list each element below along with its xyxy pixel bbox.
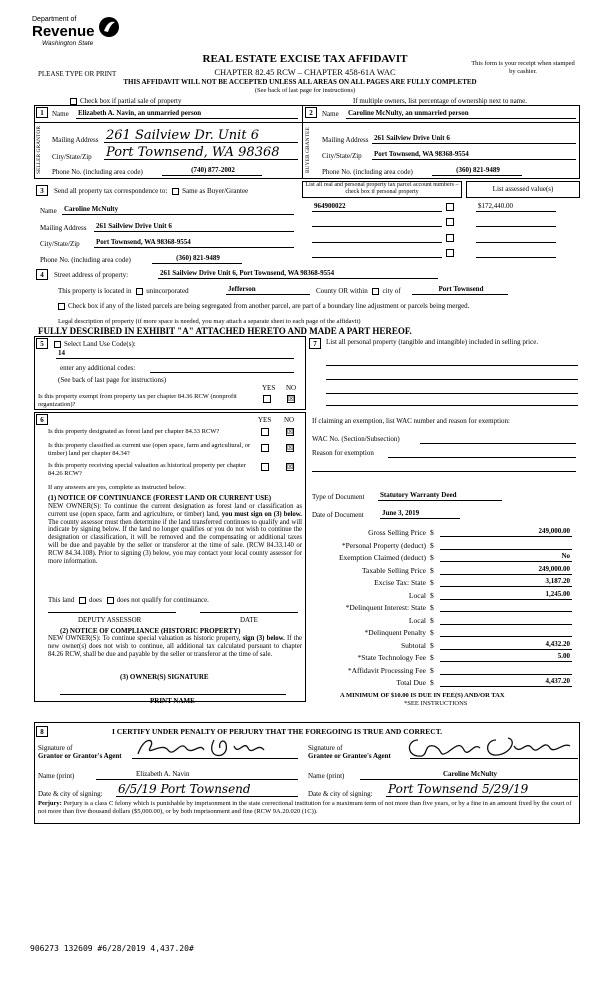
section-1-number: 1 <box>36 107 48 118</box>
notice-compliance-text-b: If the new owner(s) does not wish to continue, all additional tax calculated pursuant to chapter 84.26 RCW, shall be due and payable by the seller or transferor at the time of sale. <box>48 635 303 658</box>
exempt-question: Is this property exempt from property tax per chapter 84.36 RCW (nonprofit organization)? <box>38 393 237 408</box>
calc-row-value[interactable] <box>440 665 572 675</box>
calc-row <box>306 676 578 689</box>
forest-land-question: Is this property designated as forest land per chapter 84.33 RCW? <box>48 428 220 435</box>
segregated-checkbox[interactable] <box>58 303 65 310</box>
historic-no-checkbox[interactable]: ☒ <box>287 463 294 471</box>
segregated-label: Check box if any of the listed parcels are being segregated from another parcel, are part of a boundary line adjustment or parcels being merged. <box>68 302 470 310</box>
parcel-header: List all real and personal property tax parcel account numbers – check box if personal property <box>305 182 459 195</box>
calc-row <box>306 601 578 614</box>
buyer-side-label: BUYER GRANTEE <box>305 127 311 173</box>
dept-of-text: Department of <box>32 16 77 23</box>
section-1-2-row-divider <box>34 122 580 123</box>
county-field[interactable]: Jefferson <box>226 285 310 295</box>
unincorporated-label: unincorporated <box>146 287 189 295</box>
calc-row-value[interactable]: No <box>440 552 572 562</box>
calc-row-currency: $ <box>430 528 434 537</box>
wac-line[interactable] <box>420 443 576 444</box>
assessor-date-label: DATE <box>240 616 258 624</box>
wac-label: WAC No. (Section/Subsection) <box>312 435 400 443</box>
see-back-text: (See back of last page for instructions) <box>254 87 356 94</box>
calc-row <box>306 651 578 664</box>
notice-continuance-body <box>48 503 302 565</box>
calc-row-value[interactable]: 3,187.20 <box>440 577 572 587</box>
dor-logo <box>32 14 124 54</box>
grantor-date-field[interactable]: 6/5/19 Port Townsend <box>116 782 298 797</box>
calc-row-currency: $ <box>430 653 434 662</box>
parcel-2-personal-checkbox[interactable] <box>446 218 454 226</box>
notice-compliance-title: (2) NOTICE OF COMPLIANCE (HISTORIC PROPERTY) <box>60 627 241 635</box>
grantor-date-label: Date & city of signing: <box>38 790 103 798</box>
legal-label: Legal description of property (if more space is needed, you may attach a separate sheet to each page of the affidavit) <box>58 318 361 325</box>
calc-row <box>306 664 578 677</box>
calc-row-label: *Personal Property (deduct) <box>341 540 426 550</box>
form-title: REAL ESTATE EXCISE TAX AFFIDAVIT <box>202 53 408 65</box>
calc-row-label: *State Technology Fee <box>357 653 426 662</box>
land-use-label-row <box>54 340 136 348</box>
owner-signature-line[interactable] <box>60 694 286 695</box>
exempt-yes-checkbox[interactable] <box>263 395 271 403</box>
calc-row-currency: $ <box>430 678 434 687</box>
perjury-text: Perjury is a class C felony which is punishable by imprisonment in the state correctional institution for a maximum term of not more than five years, or by a fine in an amount fixed by the court of not more than five thousand dollars ($5,000.00), or by both imprisonment and fine (RCW 9A.20.020 (1C)). <box>38 800 572 815</box>
personal-property-label: List all personal property (tangible and intangible) included in selling price. <box>326 338 539 346</box>
notice-continuance-title: (1) NOTICE OF CONTINUANCE (FOREST LAND OR CURRENT USE) <box>48 494 272 502</box>
current-use-yes-checkbox[interactable] <box>261 444 269 452</box>
historic-question: Is this property receiving special valuation as historical property per chapter 84.26 RCW? <box>48 462 246 477</box>
parcel-3-line <box>312 242 442 243</box>
personal-property-line-4 <box>326 405 578 406</box>
unincorporated-checkbox[interactable] <box>136 288 143 295</box>
certify-statement: I CERTIFY UNDER PENALTY OF PERJURY THAT THE FOREGOING IS TRUE AND CORRECT. <box>112 727 443 736</box>
corr-mailing-label: Mailing Address <box>40 224 87 232</box>
calc-row-currency: $ <box>430 603 434 612</box>
grantee-sig-label-a: Signature of <box>308 744 343 752</box>
seller-city-field[interactable]: Port Townsend, WA 98368 <box>104 145 298 160</box>
calc-row-currency: $ <box>430 540 434 550</box>
reason-line-1[interactable] <box>388 457 576 458</box>
section5-no-header: NO <box>286 384 297 392</box>
calc-row-value[interactable]: 5.00 <box>440 652 572 662</box>
calc-row <box>306 539 578 552</box>
reason-label: Reason for exemption <box>312 449 374 457</box>
does-not-qualify-checkbox[interactable] <box>107 597 114 604</box>
calc-row <box>306 551 578 564</box>
form-subtitle: CHAPTER 82.45 RCW – CHAPTER 458-61A WAC <box>214 67 396 77</box>
dor-logo-icon <box>98 16 120 38</box>
doc-type-field[interactable]: Statutory Warranty Deed <box>378 491 502 501</box>
notice-continuance-text-a: NEW OWNER(S): To continue the current designation as forest land or classification as current use (open space, farm and agriculture, or timber) land, <box>48 503 302 518</box>
partial-sale-checkbox[interactable] <box>70 98 77 105</box>
corr-city-label: City/State/Zip <box>40 240 80 248</box>
section-5-number: 5 <box>36 338 48 349</box>
grantee-sig-label-b: Grantee or Grantee's Agent <box>308 752 391 760</box>
revenue-text: Revenue <box>32 23 95 40</box>
corr-name-label: Name <box>40 207 57 215</box>
land-use-label: Select Land Use Code(s): <box>64 340 136 348</box>
located-label: This property is located in <box>58 287 132 295</box>
personal-property-line-2 <box>326 379 578 380</box>
does-not-label: does not qualify for continuance. <box>116 596 209 604</box>
calc-row-currency: $ <box>430 615 434 625</box>
calc-row-label: Exemption Claimed (deduct) <box>338 553 426 562</box>
buyer-name-label: Name <box>322 110 339 118</box>
same-as-buyer-checkbox[interactable] <box>172 188 179 195</box>
grantee-name-label: Name (print) <box>308 772 345 780</box>
correspondence-label <box>54 187 248 195</box>
same-as-buyer-label: Same as Buyer/Grantee <box>182 187 249 195</box>
see-instructions-note: *SEE INSTRUCTIONS <box>404 700 468 707</box>
section-7-number: 7 <box>309 338 321 349</box>
if-yes-instructions: If any answers are yes, complete as instructed below. <box>48 484 186 491</box>
personal-property-line-1 <box>326 365 578 366</box>
section6-yes-header: YES <box>258 416 272 424</box>
calc-row-label: *Delinquent Interest: State <box>345 603 426 612</box>
notice-compliance-text-a: NEW OWNER(S): To continue special valuation as historic property, <box>48 635 241 642</box>
seller-phone-label: Phone No. (including area code) <box>52 168 143 176</box>
seller-side-label: SELLER GRANTOR <box>36 125 42 175</box>
notice-compliance-body <box>48 635 302 658</box>
doc-date-field[interactable]: June 3, 2019 <box>380 509 460 519</box>
calc-row-value[interactable] <box>440 615 572 625</box>
minimum-due-note: A MINIMUM OF $10.00 IS DUE IN FEE(S) AND/OR TAX <box>340 692 505 699</box>
this-land-label: This land <box>48 596 75 604</box>
corr-phone-field[interactable]: (360) 821-9489 <box>152 254 242 264</box>
calc-row-label: Gross Selling Price <box>368 528 426 537</box>
historic-yes-checkbox[interactable] <box>261 463 269 471</box>
warning-text: THIS AFFIDAVIT WILL NOT BE ACCEPTED UNLESS ALL AREAS ON ALL PAGES ARE FULLY COMPLETED <box>123 78 477 86</box>
calc-row-label: Taxable Selling Price <box>361 565 426 575</box>
grantor-sig-label-a: Signature of <box>38 744 73 752</box>
personal-property-line-3 <box>326 393 578 394</box>
cashier-stamp: 906273 132609 #6/28/2019 4,437.20# <box>30 944 194 953</box>
section5-yes-header: YES <box>262 384 276 392</box>
parcel-1-personal-checkbox[interactable] <box>446 203 454 211</box>
calc-row-label: *Delinquent Penalty <box>364 628 426 637</box>
corr-city-field[interactable]: Port Townsend, WA 98368-9554 <box>94 238 294 248</box>
seller-mailing-label: Mailing Address <box>52 136 99 144</box>
notice-continuance-text-b: The county assessor must then determine if the land transferred continues to qualify and will indicate by signing below. If the land no longer qualifies or you do not wish to continue the designation or classification, it will be removed and the compensating or additional taxes will be due and payable by the seller or transferor at the time of sale. (RCW 84.33.140 or RCW 84.34.108). Prior to signing (3) below, you may contact your local county assessor for more information. <box>48 518 302 565</box>
city-of-label: city of <box>382 287 401 295</box>
assessed-value-field[interactable]: $172,440.00 <box>476 202 556 212</box>
calc-row-value[interactable] <box>440 602 572 612</box>
corr-phone-label: Phone No. (including area code) <box>40 256 131 264</box>
does-qualify-checkbox[interactable] <box>79 597 86 604</box>
land-use-field[interactable]: 14 <box>56 349 294 359</box>
seller-phone-field[interactable]: (740) 877-2002 <box>162 166 262 176</box>
section5-see-back: (See back of last page for instructions) <box>58 376 167 384</box>
grantor-signature <box>134 734 284 760</box>
calc-row-currency: $ <box>430 628 434 637</box>
calc-row-currency: $ <box>430 578 434 587</box>
calc-row-label: Excise Tax: State <box>374 578 426 587</box>
corr-name-field[interactable]: Caroline McNulty <box>62 205 294 215</box>
buyer-mailing-label: Mailing Address <box>322 136 369 144</box>
receipt-note: This form is your receipt when stamped by cashier. <box>471 60 575 75</box>
does-label: does <box>89 596 102 604</box>
washington-state-text: Washington State <box>42 40 94 47</box>
seller-name-label: Name <box>52 110 69 118</box>
partial-sale-row <box>70 97 181 105</box>
calc-row-currency: $ <box>430 565 434 575</box>
value-3-line <box>476 242 556 243</box>
calc-row-currency: $ <box>430 553 434 562</box>
buyer-mailing-field[interactable]: 261 Sailview Drive Unit 6 <box>372 134 576 144</box>
corr-mailing-field[interactable]: 261 Sailview Drive Unit 6 <box>94 222 294 232</box>
please-type: PLEASE TYPE OR PRINT <box>38 70 117 78</box>
partial-sale-label: Check box if partial sale of property <box>80 97 182 105</box>
print-name-label: PRINT NAME <box>150 697 195 705</box>
calc-row-value[interactable]: 249,000.00 <box>440 565 572 575</box>
buyer-city-label: City/State/Zip <box>322 152 362 160</box>
calc-row-label: Subtotal <box>400 640 426 650</box>
reason-line-2[interactable] <box>312 471 576 472</box>
deputy-assessor-line <box>48 612 176 613</box>
value-2-line <box>476 226 556 227</box>
grantee-name-field[interactable]: Caroline McNulty <box>360 770 578 780</box>
grantee-date-label: Date & city of signing: <box>308 790 373 798</box>
buyer-phone-field[interactable]: (360) 821-9489 <box>432 166 522 176</box>
calc-row-value[interactable]: 4,437.20 <box>440 677 572 687</box>
seller-mailing-field[interactable]: 261 Sailview Dr. Unit 6 <box>104 128 298 143</box>
section-3-number: 3 <box>36 185 48 196</box>
doc-type-label: Type of Document <box>312 493 365 501</box>
calc-row <box>306 639 578 652</box>
buyer-name-field[interactable]: Caroline McNulty, an unmarried person <box>346 109 576 119</box>
section-6-number: 6 <box>36 414 48 425</box>
forest-yes-checkbox[interactable] <box>261 428 269 436</box>
notice-continuance-emphasis: you must sign on (3) below. <box>221 510 303 518</box>
current-use-question: Is this property classified as current use (open space, farm and agricultural, or timber) land per chapter 84.34? <box>48 442 251 457</box>
calc-row-currency: $ <box>430 665 434 675</box>
correspondence-text: Send all property tax correspondence to: <box>54 187 168 195</box>
calc-row <box>306 526 578 539</box>
calc-row-currency: $ <box>430 590 434 600</box>
calc-row <box>306 564 578 577</box>
segregated-row <box>58 302 469 310</box>
perjury-label: Perjury: <box>38 800 62 807</box>
calc-row-value[interactable]: 249,000.00 <box>440 527 572 537</box>
parcel-4-personal-checkbox[interactable] <box>446 249 454 257</box>
calc-row-label: Total Due <box>396 678 426 687</box>
grantee-sig-label <box>308 744 391 760</box>
parcel-number-field[interactable]: 964900022 <box>312 202 442 212</box>
deputy-assessor-label: DEPUTY ASSESSOR <box>78 616 142 624</box>
section-4-number: 4 <box>36 269 48 280</box>
section6-no-header: NO <box>284 416 295 424</box>
calc-row-value[interactable]: 1,245.00 <box>440 590 572 600</box>
seller-name-field[interactable]: Elizabeth A. Navin, an unmarried person <box>76 109 298 119</box>
multiple-owners-note: If multiple owners, list percentage of ownership next to name. <box>353 97 527 105</box>
buyer-city-field[interactable]: Port Townsend, WA 98368-9554 <box>372 150 576 160</box>
value-header: List assessed value(s) <box>492 185 554 193</box>
owner-signature-label: (3) OWNER(S) SIGNATURE <box>120 673 209 681</box>
calc-row-label: *Affidavit Processing Fee <box>347 665 426 675</box>
grantee-date-field[interactable]: Port Townsend 5/29/19 <box>386 782 578 797</box>
exempt-no-checkbox[interactable]: ☒ <box>288 395 295 403</box>
parcel-4-line <box>312 257 442 258</box>
doc-date-label: Date of Document <box>312 511 364 519</box>
qualify-row <box>48 596 209 604</box>
calc-row-value[interactable]: 4,432.20 <box>440 640 572 650</box>
calc-row <box>306 614 578 627</box>
calc-row-value[interactable] <box>440 540 572 550</box>
grantor-sig-label-b: Grantor or Grantor's Agent <box>38 752 122 760</box>
notice-compliance-emphasis: sign (3) below. <box>242 635 285 642</box>
seller-city-label: City/State/Zip <box>52 153 92 161</box>
parcel-3-personal-checkbox[interactable] <box>446 234 454 242</box>
street-label: Street address of property: <box>54 271 129 279</box>
county-label-row <box>316 287 401 295</box>
buyer-phone-label: Phone No. (including area code) <box>322 168 413 176</box>
calc-row <box>306 626 578 639</box>
grantor-sig-label <box>38 744 122 760</box>
section-8-number: 8 <box>36 726 48 737</box>
assessor-date-line <box>200 612 298 613</box>
grantee-signature <box>404 732 576 762</box>
calc-row <box>306 576 578 589</box>
section-divider-vertical <box>302 105 303 179</box>
exemption-label: If claiming an exemption, list WAC number and reason for exemption: <box>312 417 510 425</box>
exhibit-text: FULLY DESCRIBED IN EXHIBIT "A" ATTACHED HERETO AND MADE A PART HEREOF. <box>38 326 412 336</box>
current-use-no-checkbox[interactable]: ☒ <box>287 444 294 452</box>
parcel-2-line <box>312 226 442 227</box>
calc-row-label: Local <box>408 590 426 600</box>
city-field[interactable]: Port Townsend <box>412 285 508 295</box>
calc-row-label: Local <box>408 615 426 625</box>
perjury-notice <box>38 800 578 816</box>
calc-row-value[interactable] <box>440 627 572 637</box>
street-field[interactable]: 261 Sailview Drive Unit 6, Port Townsend, WA 98368-9554 <box>158 269 438 279</box>
calc-row <box>306 589 578 602</box>
grantor-name-label: Name (print) <box>38 772 75 780</box>
grantor-name-field[interactable]: Elizabeth A. Navin <box>96 770 298 780</box>
additional-codes-label: enter any additional codes: <box>60 364 136 372</box>
city-of-checkbox[interactable] <box>372 288 379 295</box>
additional-codes-line <box>150 372 294 373</box>
calc-row-currency: $ <box>430 640 434 650</box>
section-2-number: 2 <box>305 107 317 118</box>
county-label: County OR within <box>316 287 368 295</box>
forest-no-checkbox[interactable]: ☒ <box>287 428 294 436</box>
value-4-line <box>476 257 556 258</box>
located-row <box>58 287 189 295</box>
land-use-checkbox[interactable] <box>54 341 61 348</box>
